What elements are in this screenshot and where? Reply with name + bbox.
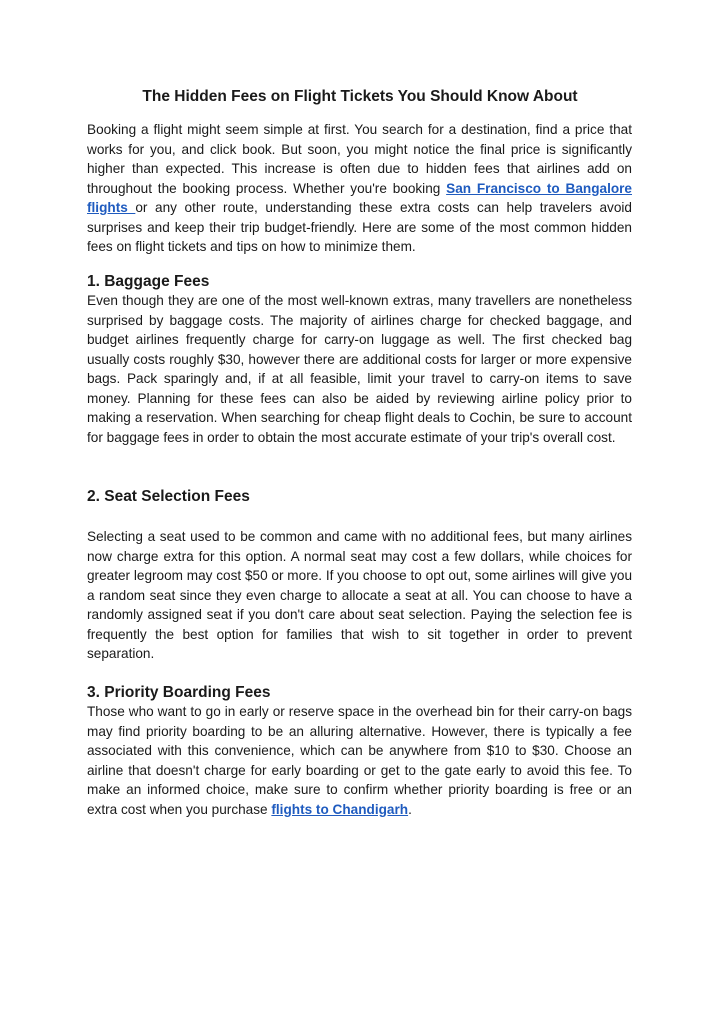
intro-paragraph: [87, 120, 632, 257]
intro-text-after-link: or any other route, understanding these extra costs can help travelers avoid surprises and keep their trip budget-friendly. Here are some of the most common hidden fees on flight tickets and tips on how to minimize them.: [87, 200, 632, 254]
intro-text-before-link: Booking a flight might seem simple at first. You search for a destination, find a price that works for you, and click book. But soon, you might notice the final price is significantly higher than expected. This increase is often due to hidden fees that airlines add on throughout the booking process. Whether you're booking: [87, 122, 632, 196]
section-heading-baggage-fees: 1. Baggage Fees: [87, 273, 210, 290]
flights-to-chandigarh-link[interactable]: flights to Chandigarh: [271, 801, 409, 817]
priority-boarding-text-after-link: .: [408, 801, 412, 817]
san-francisco-bangalore-flights-link[interactable]: San Francisco to Bangalore flights: [87, 180, 632, 215]
section-body-priority-boarding-fees: [87, 702, 632, 819]
section-heading-seat-selection-fees: 2. Seat Selection Fees: [87, 488, 250, 505]
priority-boarding-text-before-link: Those who want to go in early or reserve space in the overhead bin for their carry-on bags may find priority boarding to be an alluring alternative. However, there is typically a fee associated with this convenience, which can be anywhere from $10 to $30. Choose an airline that doesn't charge for early boarding or get to the gate early to avoid this fee. To make an informed choice, make sure to confirm whether priority boarding is free or an extra cost when you purchase: [87, 704, 632, 817]
section-heading-priority-boarding-fees: 3. Priority Boarding Fees: [87, 684, 271, 701]
section-body-seat-selection-fees: Selecting a seat used to be common and came with no additional fees, but many airlines now charge extra for this option. A normal seat may cost a few dollars, while choices for greater legroom may cost $50 or more. If you choose to opt out, some airlines will give you a random seat since they even charge to allocate a seat at all. You can choose to have a randomly assigned seat if you don't care about seat selection. Paying the selection fee is frequently the best option for families that wish to sit together in order to prevent separation.: [87, 529, 632, 661]
document-title: The Hidden Fees on Flight Tickets You Should Know About: [142, 88, 578, 105]
section-body-baggage-fees: Even though they are one of the most well-known extras, many travellers are nonetheless surprised by baggage costs. The majority of airlines charge for checked baggage, and budget airlines frequently charge for carry-on luggage as well. The first checked bag usually costs roughly $30, however there are additional costs for larger or more expensive bags. Pack sparingly and, if at all feasible, limit your travel to carry-on items to save money. Planning for these fees can also be aided by reviewing airline policy prior to making a reservation. When searching for cheap flight deals to Cochin, be sure to account for baggage fees in order to obtain the most accurate estimate of your trip's overall cost.: [87, 293, 632, 445]
